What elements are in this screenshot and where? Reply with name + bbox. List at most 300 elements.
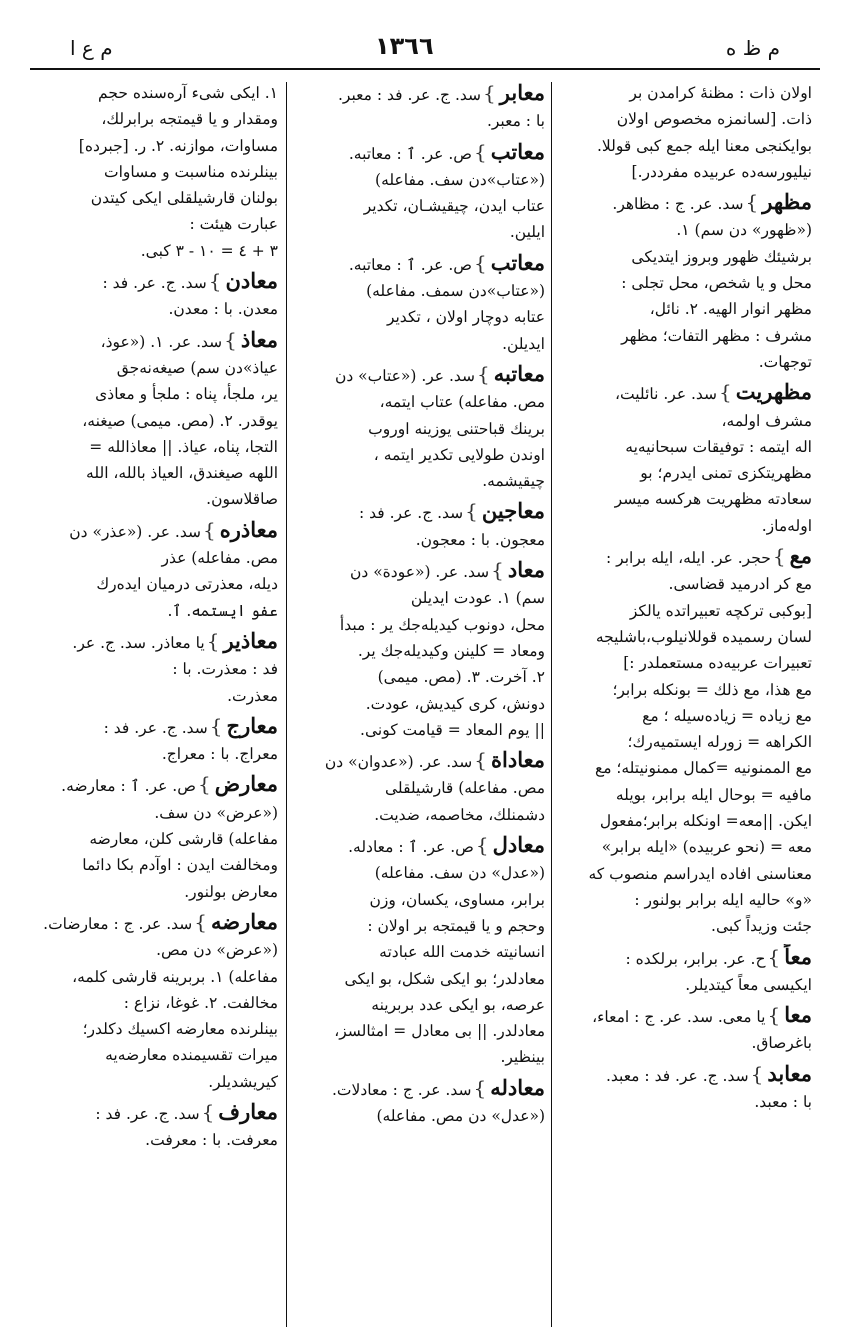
definition-text: اوندن طولایی تكدیر ایتمه ، [373, 445, 545, 464]
definition-text: اولان ذات : مظنهٔ كرامدن بر [629, 84, 812, 102]
entry-line [562, 624, 812, 650]
definition-text: مع كر ادرمید قضاسی. [668, 575, 812, 594]
definition-text: ومقدار و یا قیمتجه برابرلك، [101, 110, 278, 129]
definition-text: معه = (نحو عربیده) «ایله برابر» [601, 838, 812, 857]
definition-text: بینلرنده معارضه اكسیك دكلدر؛ [82, 1020, 278, 1039]
brace-icon: } [208, 269, 222, 294]
entry-line [295, 802, 545, 828]
brace-icon: } [197, 772, 211, 797]
entry-line [295, 278, 545, 304]
definition-text: «و» حالیه ایله برابر بولنور : [634, 890, 812, 909]
entry-line [28, 1069, 278, 1095]
definition-text: («عدل» دن سف. مفاعله) [374, 864, 545, 883]
entry-line [28, 460, 278, 486]
definition-text: سد. ج. عر. فد : معبد. [605, 1066, 749, 1085]
dictionary-entry [28, 327, 278, 513]
dictionary-entry [295, 498, 545, 553]
brace-icon: } [483, 81, 496, 105]
definition-text: جئت وزیداً كبی. [711, 917, 812, 936]
definition-text: برابر، مساوی، یكسان، وزن [369, 890, 545, 909]
definition-text: اللهه صیغندق، العیاذ بالله، الله [86, 464, 278, 483]
definition-text: محل، دونوب كیدیله‌جك یر : مبدأ [339, 615, 545, 634]
entry-line [295, 80, 545, 108]
entry-line [562, 1061, 812, 1089]
dictionary-entry [562, 80, 812, 185]
entry-line [28, 1042, 278, 1068]
headword: معاذ [240, 326, 278, 352]
entry-line [562, 887, 812, 913]
entry-line [28, 683, 278, 709]
entry-line [295, 860, 545, 886]
entry-line [295, 468, 545, 494]
definition-text: سم) ١. عودت ایدیلن [410, 589, 545, 608]
brace-icon: } [767, 1003, 781, 1028]
definition-text: سد. ج. عر. فد : [103, 718, 208, 737]
entry-line [562, 408, 812, 434]
definition-text: ص. عر. ٱ : معارضه. [61, 777, 196, 796]
definition-text: ٢. آخرت. ٣. (مص. میمی) [377, 668, 545, 687]
entry-line [28, 909, 278, 937]
entry-line [562, 296, 812, 322]
entry-line [295, 1044, 545, 1070]
dictionary-entry [295, 557, 545, 743]
headword: معارضه [210, 908, 278, 934]
entry-line [562, 270, 812, 296]
entry-line [562, 598, 812, 624]
definition-text: ایدیلن. [502, 334, 545, 353]
entry-line [28, 1016, 278, 1042]
definition-text: معادلدر. || بی معادل = امثالسز، [334, 1022, 545, 1041]
dictionary-entry [562, 189, 812, 375]
entry-line [562, 729, 812, 755]
headword: معاداة [491, 747, 545, 773]
dictionary-entry [562, 379, 812, 539]
definition-text: ومخالفت ایدن : اوآدم بكا دائما [82, 856, 278, 875]
dictionary-entry [295, 832, 545, 1071]
entry-line [295, 331, 545, 357]
entry-line [28, 327, 278, 355]
entry-line [28, 937, 278, 963]
definition-text: ومعاد = كلینن وكیدیله‌جك یر. [357, 641, 545, 660]
definition-text: («عتاب»دن سمف. مفاعله) [366, 282, 545, 301]
headword: مظهریت [735, 379, 812, 405]
entry-line [562, 755, 812, 781]
definition-text: مافیه = بوحال ایله برابر، بویله [615, 785, 812, 804]
dictionary-entry [295, 1075, 545, 1130]
entry-line [28, 571, 278, 597]
entry-line [28, 486, 278, 512]
column-divider [551, 82, 552, 1327]
dictionary-entry [28, 80, 278, 264]
dictionary-entry [295, 361, 545, 494]
definition-text: انسانیته خدمت الله عبادته [379, 943, 545, 962]
entry-line [562, 434, 812, 460]
definition-text: معناسنی افاده ایدراسم منصوب كه [588, 864, 812, 883]
definition-text: صاقلاسون. [206, 490, 278, 509]
entry-line [295, 361, 545, 389]
entry-line [295, 250, 545, 278]
entry-line [28, 964, 278, 990]
definition-text: مص. مفاعله) عذر [161, 549, 278, 568]
definition-text: سد. ج. عر. فد : [358, 504, 464, 523]
definition-text: معراج. با : معراج. [161, 745, 278, 764]
entry-line [295, 747, 545, 775]
definition-text: سد. عر. («عتاب» دن [334, 366, 476, 385]
definition-text: فد : معذرت. با : [172, 660, 278, 679]
definition-text: با : معبر. [486, 112, 545, 131]
definition-text: || یوم المعاد = قیامت كونی. [360, 720, 545, 739]
brace-icon: } [719, 380, 732, 405]
definition-text: ٣ + ٤ = ١٠ - ٣ كبی. [140, 241, 278, 260]
entry-line [562, 217, 812, 243]
entry-line [295, 304, 545, 330]
definition-text: محل و یا شخص، محل تجلی : [621, 274, 812, 293]
definition-text: ایلین. [509, 223, 545, 242]
brace-icon: } [772, 544, 786, 569]
definition-text: سد. عر. ج : مظاهر. [612, 195, 744, 214]
entry-line [28, 800, 278, 826]
brace-icon: } [767, 944, 781, 969]
dictionary-entry [295, 747, 545, 828]
definition-text: («عتاب»دن سف. مفاعله) [375, 170, 545, 189]
brace-icon: } [209, 713, 223, 738]
headword: معاتبه [493, 360, 545, 386]
entry-line [562, 782, 812, 808]
entry-line [295, 1018, 545, 1044]
definition-text: معجون. با : معجون. [415, 530, 545, 549]
entry-line [28, 211, 278, 237]
brace-icon: } [750, 1061, 764, 1086]
entry-line [562, 159, 812, 185]
entry-line [562, 944, 812, 972]
entry-line [295, 1075, 545, 1103]
entry-line [295, 139, 545, 167]
definition-text: مشرف اولمه، [721, 411, 812, 430]
brace-icon: } [201, 1099, 215, 1124]
headword: معادله [490, 1074, 545, 1100]
definition-text: مشرف : مظهر التفات؛ مظهر [621, 326, 812, 345]
headword: معارج [226, 712, 278, 738]
entry-line [28, 852, 278, 878]
dictionary-entry [28, 268, 278, 323]
headword: معاجین [481, 498, 545, 524]
definition-text: سد. عر. نائلیت، [615, 385, 718, 404]
entry-line [28, 545, 278, 571]
entry-line [295, 992, 545, 1018]
entry-line [28, 133, 278, 159]
definition-text: سد. عر. («عدوان» دن [324, 753, 473, 772]
definition-text: الكراهه = زورله ایستمیه‌رك؛ [627, 733, 812, 752]
entry-line [28, 434, 278, 460]
entry-line [28, 1099, 278, 1127]
entry-line [562, 379, 812, 407]
header-right-catchword: م ظ ه [725, 36, 780, 60]
entry-line [28, 517, 278, 545]
definition-text: مظهریتكزی تمنی ایدرم؛ بو [640, 464, 812, 483]
definition-text: سد. عر. ج : معادلات. [331, 1080, 472, 1099]
definition-text: معذرت. [227, 686, 278, 705]
entry-line [295, 108, 545, 134]
brace-icon: } [745, 190, 759, 215]
definition-text: عیاذ»دن سم) صیغه‌نه‌جق [116, 358, 278, 377]
entry-line [562, 133, 812, 159]
definition-text: ص. عر. ٱ : معاتبه. [348, 255, 473, 274]
entry-line [28, 713, 278, 741]
entry-line [295, 442, 545, 468]
definition-text: برشیئك ظهور وبروز ایتدیكی [631, 247, 812, 266]
definition-text: عبارت هیئت : [189, 215, 278, 234]
dictionary-entry [562, 1002, 812, 1057]
definition-text: ح. عر. برابر، برلكده : [625, 949, 766, 968]
entry-line [295, 638, 545, 664]
definition-text: میرات تقسیمنده معارضه‌یه [105, 1046, 278, 1065]
definition-text: سد. ج. عر. فد : معبر. [337, 86, 482, 104]
brace-icon: } [224, 327, 237, 352]
definition-text: معادلدر؛ بو ایكی شكل، بو ایكی [344, 969, 545, 988]
definition-text: عتاب ایدن، چیقیشـان، تكدیر [363, 197, 545, 216]
brace-icon: } [206, 628, 220, 653]
dictionary-entry [295, 80, 545, 135]
dictionary-entry [28, 713, 278, 768]
definition-text: اوله‌ماز. [761, 516, 812, 535]
brace-icon: } [474, 250, 487, 275]
definition-text: سد. عر. («عودة» دن [349, 563, 490, 582]
entry-line [28, 106, 278, 132]
definition-text: مع هذا، مع ذلك = بونكله برابر؛ [612, 680, 812, 699]
entry-line [562, 571, 812, 597]
entry-line [28, 826, 278, 852]
entry-line [28, 990, 278, 1016]
entry-line [562, 1089, 812, 1115]
definition-text: دشمنلك، مخاصمه، ضدیت. [374, 805, 545, 824]
headword: معاتب [490, 249, 545, 275]
definition-text: وحجم و یا قیمتجه بر اولان : [367, 916, 545, 935]
definition-text: مع زیاده = زیاده‌سیله ؛ مع [642, 706, 812, 725]
middle-column [295, 80, 545, 1330]
dictionary-entry [562, 1061, 812, 1116]
brace-icon: } [474, 139, 487, 164]
entry-line [28, 355, 278, 381]
entry-line [562, 861, 812, 887]
entry-line [295, 691, 545, 717]
entry-line [28, 1127, 278, 1153]
definition-text: یر، ملجأ، پناه : ملجأ و معاذی [95, 385, 278, 404]
entry-line [562, 106, 812, 132]
entry-line [562, 189, 812, 217]
entry-line [562, 650, 812, 676]
entry-line [295, 167, 545, 193]
headword: معاتب [490, 138, 545, 164]
entry-line [562, 80, 812, 106]
brace-icon: } [473, 1075, 487, 1100]
entry-line [295, 775, 545, 801]
dictionary-entry [28, 1099, 278, 1154]
definition-text: بینظیر. [500, 1048, 545, 1067]
headword: معا [784, 1002, 812, 1028]
definition-text: ١. ایكی شیء آره‌سنده حجم [98, 84, 278, 102]
page-header [30, 30, 820, 70]
entry-line [28, 741, 278, 767]
definition-text: مص. مفاعله) عتاب ایتمه، [379, 393, 545, 412]
entry-line [562, 808, 812, 834]
definition-text: سعادته مظهریت هركسه میسر [614, 490, 812, 509]
brace-icon: } [475, 833, 489, 858]
entry-line [562, 913, 812, 939]
entry-line [295, 416, 545, 442]
headword: معارض [214, 771, 278, 797]
entry-line [28, 238, 278, 264]
definition-text: معارض بولنور. [184, 882, 278, 901]
definition-text: بولنان قارشیلقلی ایكی كیتدن [90, 189, 278, 208]
entry-line [562, 834, 812, 860]
entry-line [295, 832, 545, 860]
dictionary-entry [28, 517, 278, 624]
entry-line [562, 513, 812, 539]
definition-text: عفو ایستمه. ٱ. [167, 601, 278, 620]
entry-line [295, 612, 545, 638]
entry-line [295, 939, 545, 965]
definition-text: («عدل» دن مص. مفاعله) [376, 1106, 545, 1125]
headword: معادل [492, 832, 545, 858]
headword: مع [789, 543, 812, 569]
definition-text: («عرض» دن سف. [154, 803, 278, 822]
definition-text: نیلیورسه‌ده عربیده مفرددر.] [631, 162, 812, 181]
definition-text: مص. مفاعله) قارشیلقلی [385, 779, 545, 798]
entry-line [28, 628, 278, 656]
entry-line [28, 598, 278, 624]
headword: معاذره [219, 516, 278, 542]
definition-text: مفاعله) ١. بربرینه قارشی كلمه، [72, 967, 278, 986]
entry-line [295, 585, 545, 611]
definition-text: چیقیشمه. [482, 472, 545, 491]
brace-icon: } [194, 909, 207, 934]
entry-line [295, 193, 545, 219]
definition-text: ایكیسی معاً كیتدیلر. [685, 975, 812, 994]
entry-line [295, 664, 545, 690]
definition-text: ذات. [لسانمزه مخصوص اولان [616, 110, 812, 129]
entry-line [295, 389, 545, 415]
entry-line [28, 159, 278, 185]
entry-line [28, 185, 278, 211]
definition-text: یا معاذر. سد. ج. عر. [72, 633, 205, 652]
definition-text: مفاعله) قارشی كلن، معارضه [89, 830, 278, 849]
headword: معارف [218, 1098, 278, 1124]
definition-text: («ظهور» دن سم) ١. [676, 221, 812, 240]
definition-text: معرفت. با : معرفت. [145, 1131, 278, 1150]
entry-line [562, 1030, 812, 1056]
entry-line [562, 1002, 812, 1030]
definition-text: اله ایتمه : توفیقات سبحانیه‌یه [625, 437, 812, 456]
definition-text: التجا، پناه، عیاذ. || معاذالله = [89, 437, 278, 456]
entry-line [562, 244, 812, 270]
definition-text: عرصه، بو ایكی عدد بربرینه [371, 995, 545, 1014]
definition-text: ایكن. ||معه= اونكله برابر؛مفعول [599, 812, 812, 831]
definition-text: سد. ج. عر. فد : [95, 1104, 200, 1123]
brace-icon: } [474, 748, 488, 773]
dictionary-entry [28, 909, 278, 1095]
definition-text: («عرض» دن مص. [156, 941, 278, 960]
definition-text: معدن. با : معدن. [168, 300, 278, 319]
entry-line [562, 703, 812, 729]
entry-line [295, 498, 545, 526]
entry-line [562, 486, 812, 512]
definition-text: مع الممنونیه =كمال ممنونیتله؛ مع [594, 759, 812, 778]
headword: معادن [225, 268, 278, 294]
entry-line [295, 557, 545, 585]
entry-line [28, 656, 278, 682]
entry-line [562, 677, 812, 703]
dictionary-entry [28, 628, 278, 709]
definition-text: با : معبد. [754, 1092, 812, 1111]
brace-icon: } [202, 517, 216, 542]
definition-text: سد. ج. عر. فد : [102, 274, 207, 293]
entry-line [562, 323, 812, 349]
definition-text: مظهر انوار الهیه. ٢. نائل، [649, 300, 812, 319]
entry-line [562, 349, 812, 375]
entry-line [562, 543, 812, 571]
definition-text: بینلرنده مناسبت و مساوات [103, 162, 278, 181]
headword: معابد [767, 1060, 812, 1086]
headword: معاً [784, 943, 812, 969]
definition-text: لسان رسمیده قوللانیلوب،باشلیجه [595, 627, 812, 646]
definition-text: سد. عر. ١. («عوذ، [100, 332, 223, 351]
headword: مظهر [762, 189, 812, 215]
definition-text: بوایكنجی معنا ایله جمع كبی قوللا. [596, 136, 812, 155]
definition-text: [بوكبی تركچه تعبیراتده یالكز [629, 601, 812, 620]
dictionary-entry [562, 543, 812, 939]
dictionary-entry [28, 771, 278, 904]
definition-text: توجهات. [758, 352, 812, 371]
definition-text: سد. عر. ج : معارضات. [43, 914, 193, 933]
headword: معابر [499, 80, 545, 105]
definition-text: برینك قباحتنی یوزینه اوروب [368, 419, 545, 438]
definition-text: مساوات، موازنه. ٢. ر. [جبرده] [78, 136, 278, 155]
definition-text: باغرصاق. [751, 1034, 812, 1053]
definition-text: ص. عر. ٱ : معاتبه. [348, 144, 473, 163]
dictionary-entry [295, 250, 545, 357]
definition-text: دونش، كری كیدیش، عودت. [365, 694, 545, 713]
brace-icon: } [477, 361, 490, 386]
dictionary-entry [295, 139, 545, 246]
entry-line [295, 219, 545, 245]
entry-line [28, 408, 278, 434]
brace-icon: } [465, 499, 478, 524]
column-divider [286, 82, 287, 1327]
left-column [28, 80, 278, 1330]
entry-line [295, 887, 545, 913]
entry-line [295, 527, 545, 553]
definition-text: عتابه دوچار اولان ، تكدیر [386, 308, 545, 327]
definition-text: یا معی. سد. عر. ج : امعاء، [592, 1008, 766, 1027]
page-number: ١٣٦٦ [375, 32, 434, 60]
definition-text: دیله، معذرتی درمیان ایده‌رك [96, 575, 278, 594]
entry-line [295, 717, 545, 743]
entry-line [562, 460, 812, 486]
definition-text: ص. عر. ٱ : معادله. [348, 838, 474, 857]
header-left-catchword: م ع ا [70, 36, 113, 60]
entry-line [28, 268, 278, 296]
entry-line [28, 879, 278, 905]
entry-line [28, 80, 278, 106]
definition-text: كیریشدیلر. [208, 1072, 278, 1091]
definition-text: حجر. عر. ایله، ایله برابر : [606, 549, 771, 568]
brace-icon: } [491, 558, 504, 583]
entry-line [295, 1103, 545, 1129]
entry-line [28, 771, 278, 799]
entry-line [28, 381, 278, 407]
headword: معاذیر [223, 627, 278, 653]
right-column [562, 80, 812, 1330]
